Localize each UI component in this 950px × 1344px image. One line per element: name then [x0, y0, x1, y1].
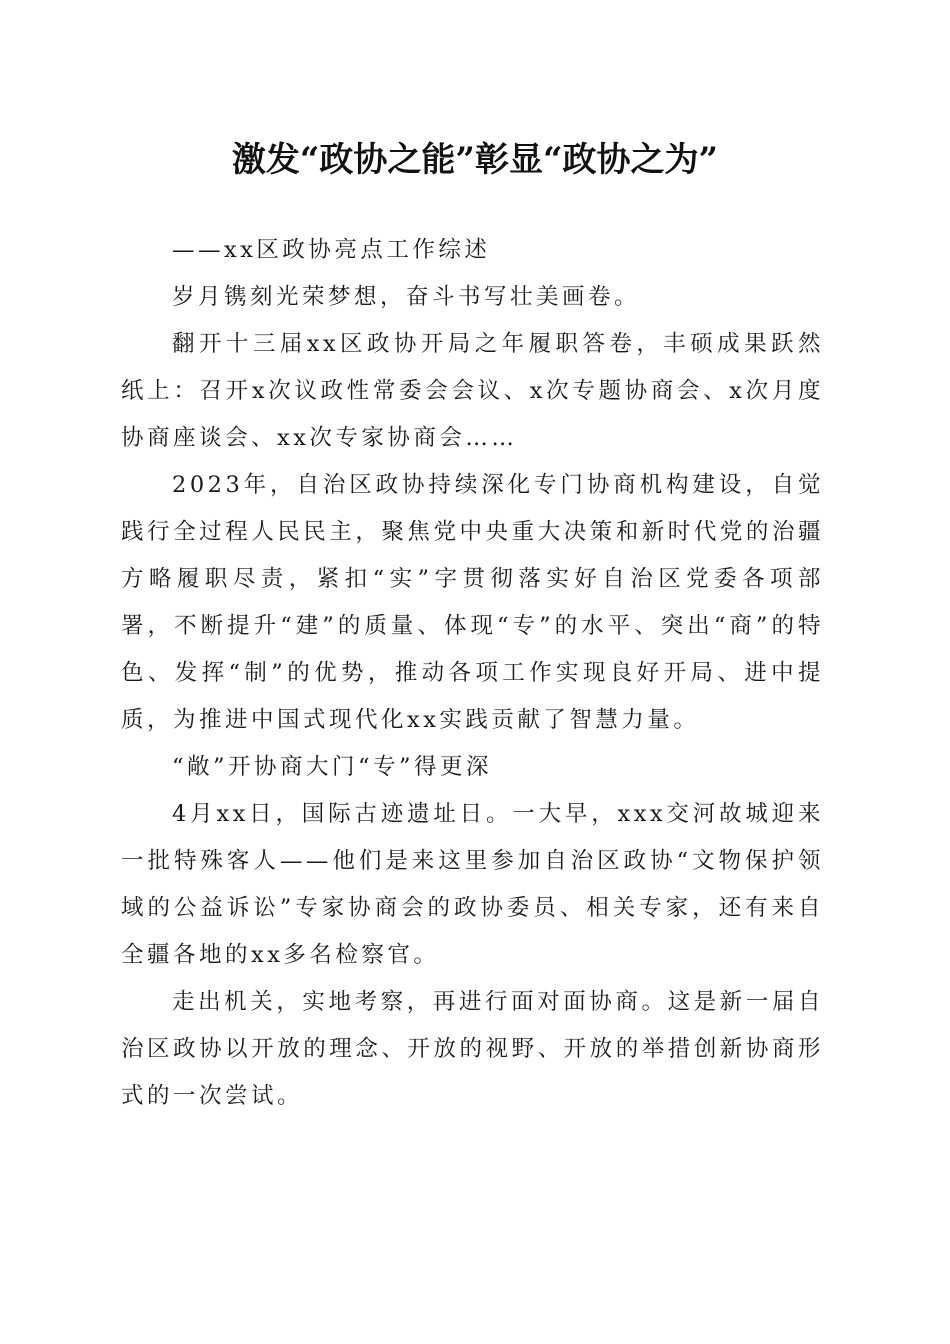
subtitle-paragraph: ——xx区政协亮点工作综述 [172, 237, 491, 263]
intro-paragraph: 岁月镌刻光荣梦想，奋斗书写壮美画卷。 [172, 284, 641, 310]
document-body [121, 227, 824, 1120]
summary-paragraph: 2023年，自治区政协持续深化专门协商机构建设，自觉践行全过程人民民主，聚焦党中央重大决策和新时代党的治疆方略履职尽责，紧扣“实”字贯彻落实好自治区党委各项部署，不断提升“建”的质量、体现“专”的水平、突出“商”的特色、发挥“制”的优势，推动各项工作实现良好开局、进中提质，为推进中国式现代化xx实践贡献了智慧力量。 [121, 472, 824, 733]
document-title: 激发“政协之能”彰显“政协之为” [231, 140, 719, 180]
section-heading: “敞”开协商大门“专”得更深 [172, 754, 493, 780]
closing-paragraph: 走出机关，实地考察，再进行面对面协商。这是新一届自治区政协以开放的理念、开放的视野、开放的举措创新协商形式的一次尝试。 [121, 989, 824, 1109]
achievements-paragraph: 翻开十三届xx区政协开局之年履职答卷，丰硕成果跃然纸上：召开x次议政性常委会会议、x次专题协商会、x次月度协商座谈会、xx次专家协商会…… [121, 331, 824, 451]
event-paragraph: 4月xx日，国际古迹遗址日。一大早，xxx交河故城迎来一批特殊客人——他们是来这里参加自治区政协“文物保护领域的公益诉讼”专家协商会的政协委员、相关专家，还有来自全疆各地的xx多名检察官。 [121, 801, 824, 968]
